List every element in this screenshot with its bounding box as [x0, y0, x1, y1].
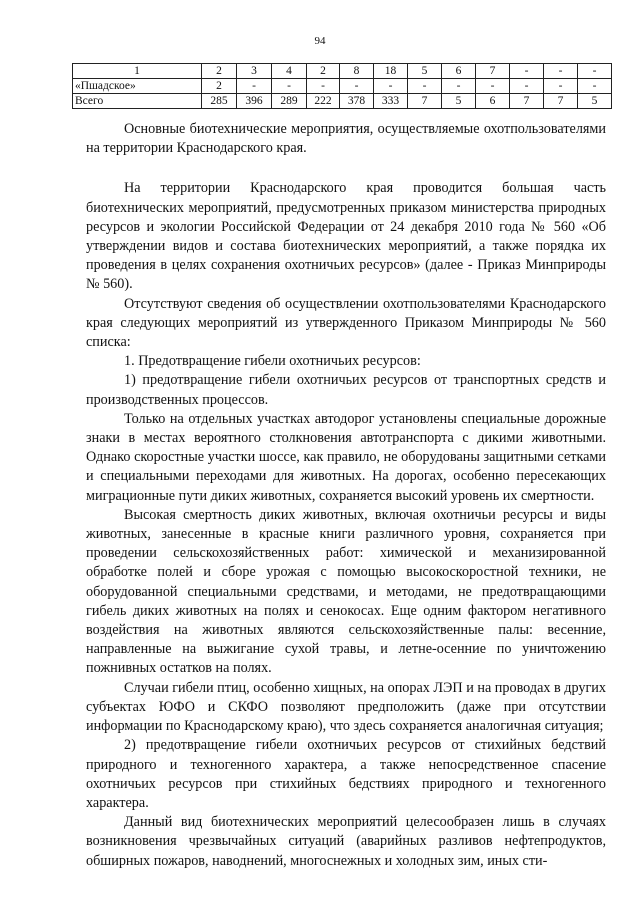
table-cell: 2	[202, 79, 237, 94]
paragraph: На территории Краснодарского края проводится большая часть биотехнических мероприятий, предусмотренных приказом министерства природных ресурсов и экологии Российской Федерации от 24 декабря 2010 года № 560 «Об утверждении видов и состава биотехнических мероприятий, а также порядка их проведения в целях сохранения охотничьих ресурсов» (далее - Приказ Минприроды № 560).	[86, 180, 606, 293]
table-cell: 2	[202, 64, 237, 79]
table-cell: 4	[272, 64, 307, 79]
table-cell: 5	[408, 64, 442, 79]
table-cell: -	[307, 79, 340, 94]
table-cell: -	[442, 79, 476, 94]
table-cell: -	[544, 64, 578, 79]
list-heading: 1. Предотвращение гибели охотничьих ресурсов:	[124, 353, 421, 370]
table-cell: Всего	[73, 94, 202, 109]
table-cell: 7	[510, 94, 544, 109]
list-item: 1) предотвращение гибели охотничьих ресурсов от транспортных средств и производственных процессов.	[86, 372, 606, 408]
table-cell: 2	[307, 64, 340, 79]
table-cell: 3	[237, 64, 272, 79]
table-cell: -	[510, 79, 544, 94]
table-cell: -	[408, 79, 442, 94]
paragraph: Данный вид биотехнических мероприятий целесообразен лишь в случаях возникновения чрезвычайных ситуаций (аварийных разливов нефтепродуктов, обширных пожаров, наводнений, многоснежных и холодных зим, иных сти-	[86, 814, 606, 869]
table-cell: 7	[544, 94, 578, 109]
table-cell: -	[578, 79, 612, 94]
table-row	[73, 79, 612, 94]
paragraph: Высокая смертность диких животных, включая охотничьи ресурсы и виды животных, занесенные в красные книги различного уровня, сохраняется при проведении сельскохозяйственных работ: химической и механизированной обработке полей и сборе урожая с помощью высокоскоростной техники, не оборудованной специальными средствами, и методами, не предотвращающими гибель диких животных на полях и сенокосах. Еще одним фактором негативного воздействия на животных являются сельскохозяйственные палы: весенние, направленные на выжигание сухой травы, и летне-осенние по уничтожению пожнивных остатков на полях.	[86, 506, 606, 677]
document-body	[86, 120, 606, 871]
table-cell: 1	[73, 64, 202, 79]
table-row	[73, 64, 612, 79]
table-cell: -	[237, 79, 272, 94]
table-cell: 5	[442, 94, 476, 109]
table-cell: 18	[374, 64, 408, 79]
table-cell: 8	[340, 64, 374, 79]
table-cell: 6	[476, 94, 510, 109]
page-number: 94	[314, 35, 326, 47]
table-cell: 285	[202, 94, 237, 109]
table-cell: 289	[272, 94, 307, 109]
table-cell: -	[476, 79, 510, 94]
table-cell: -	[272, 79, 307, 94]
table-cell: -	[340, 79, 374, 94]
data-table	[72, 63, 612, 109]
table-cell: 7	[476, 64, 510, 79]
paragraph: Отсутствуют сведения об осуществлении охотпользователями Краснодарского края следующих мероприятий из утвержденного Приказом Минприроды № 560 списка:	[86, 295, 606, 351]
table-cell: -	[374, 79, 408, 94]
table-cell: 5	[578, 94, 612, 109]
table-cell: -	[510, 64, 544, 79]
section-heading: Основные биотехнические мероприятия, осуществляемые охотпользователями на территории Краснодарского края.	[86, 121, 606, 157]
table-cell: 222	[307, 94, 340, 109]
table-cell: -	[578, 64, 612, 79]
table-row	[73, 94, 612, 109]
table-cell: 6	[442, 64, 476, 79]
table-cell: 396	[237, 94, 272, 109]
paragraph: Случаи гибели птиц, особенно хищных, на опорах ЛЭП и на проводах в других субъектах ЮФО и СКФО позволяют предположить (даже при отсутствии информации по Краснодарскому краю), что здесь сохраняется аналогичная ситуация;	[86, 679, 606, 735]
table-cell: 7	[408, 94, 442, 109]
paragraph: Только на отдельных участках автодорог установлены специальные дорожные знаки в местах вероятного столкновения автотранспорта с дикими животными. Однако скоростные участки шоссе, как правило, не оборудованы защитными сетками и специальными переходами для животных. На дорогах, особенно пересекающих миграционные пути диких животных, сохраняется высокий уровень их смертности.	[86, 410, 606, 504]
table-cell: «Пшадское»	[73, 79, 202, 94]
table-cell: 378	[340, 94, 374, 109]
list-item: 2) предотвращение гибели охотничьих ресурсов от стихийных бедствий природного и техногенного характера, а также непосредственное спасение охотничьих ресурсов при стихийных бедствиях природного и техногенного характера.	[86, 737, 606, 811]
table-cell: -	[544, 79, 578, 94]
table-cell: 333	[374, 94, 408, 109]
